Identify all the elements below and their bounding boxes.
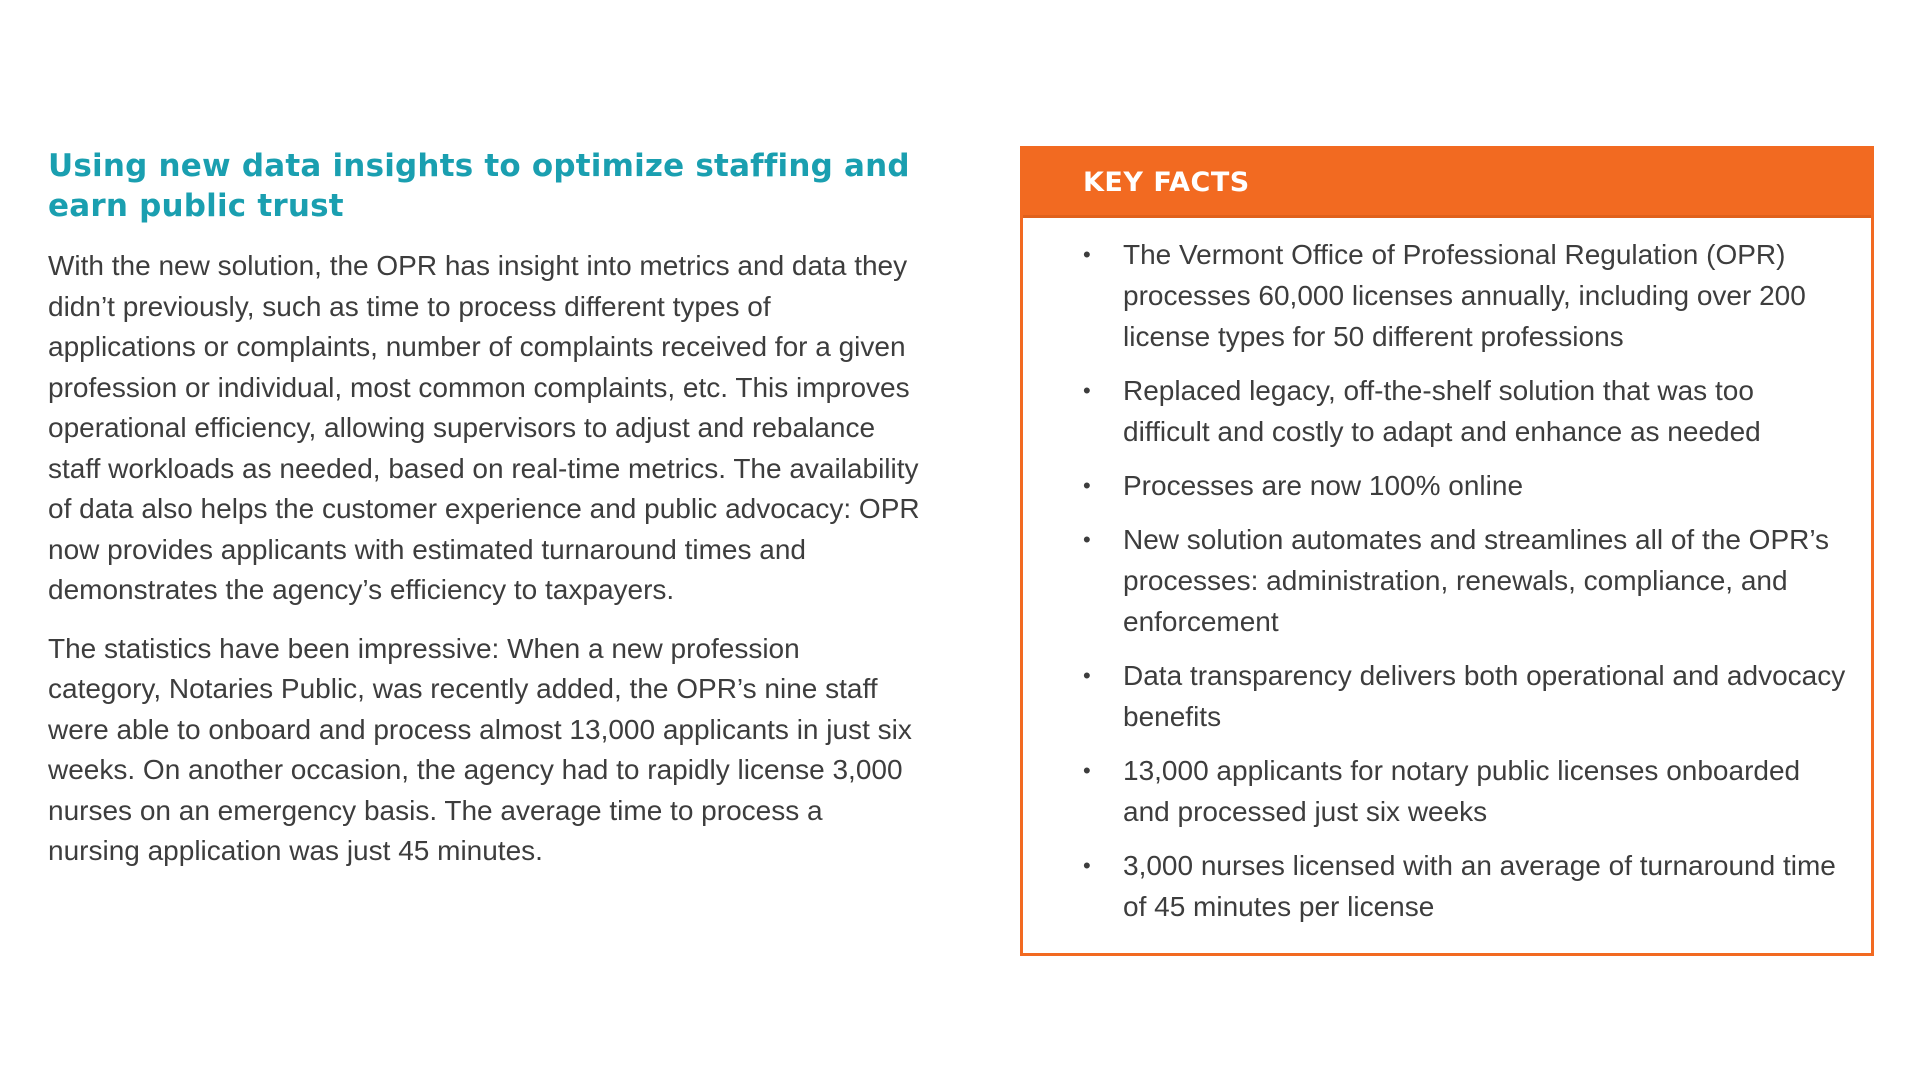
section-heading: Using new data insights to optimize staffing and earn public trust — [48, 148, 910, 224]
fact-text: Processes are now 100% online — [1123, 470, 1524, 501]
bullet-icon: • — [1083, 663, 1091, 688]
fact-text: New solution automates and streamlines all of the OPR’s processes: administration, renewals, compliance, and enforcement — [1123, 524, 1830, 637]
key-facts-box — [1020, 146, 1874, 956]
bullet-icon: • — [1083, 853, 1091, 878]
fact-item — [1023, 655, 1847, 737]
fact-text: The Vermont Office of Professional Regulation (OPR) processes 60,000 licenses annually, including over 200 license types for 50 different professions — [1123, 239, 1806, 352]
fact-item — [1023, 465, 1847, 506]
body-paragraph-1: With the new solution, the OPR has insight into metrics and data they didn’t previously, such as time to process different types of applications or complaints, number of complaints received for a given profession or individual, most common complaints, etc. This improves operational efficiency, allowing supervisors to adjust and rebalance staff workloads as needed, based on real-time metrics. The availability of data also helps the customer experience and public advocacy: OPR now provides applicants with estimated turnaround times and demonstrates the agency’s efficiency to taxpayers. — [48, 250, 920, 605]
bullet-icon: • — [1083, 473, 1091, 498]
bullet-icon: • — [1083, 527, 1091, 552]
key-facts-title: KEY FACTS — [1083, 166, 1250, 198]
fact-item — [1023, 519, 1847, 642]
bullet-icon: • — [1083, 242, 1091, 267]
fact-item — [1023, 845, 1847, 927]
body-paragraph-2: The statistics have been impressive: When a new profession category, Notaries Public, was recently added, the OPR’s nine staff were able to onboard and process almost 13,000 applicants in just six weeks. On another occasion, the agency had to rapidly license 3,000 nurses on an emergency basis. The average time to process a nursing application was just 45 minutes. — [48, 632, 912, 866]
key-facts-list — [1023, 218, 1871, 927]
fact-text: Data transparency delivers both operational and advocacy benefits — [1123, 660, 1846, 732]
bullet-icon: • — [1083, 758, 1091, 783]
fact-text: 3,000 nurses licensed with an average of turnaround time of 45 minutes per license — [1123, 850, 1836, 922]
article-column — [48, 146, 920, 890]
key-facts-header — [1023, 149, 1871, 218]
fact-item — [1023, 370, 1847, 452]
fact-text: Replaced legacy, off-the-shelf solution that was too difficult and costly to adapt and enhance as needed — [1123, 375, 1761, 447]
bullet-icon: • — [1083, 378, 1091, 403]
fact-item — [1023, 234, 1847, 357]
fact-item — [1023, 750, 1847, 832]
fact-text: 13,000 applicants for notary public licenses onboarded and processed just six weeks — [1123, 755, 1801, 827]
